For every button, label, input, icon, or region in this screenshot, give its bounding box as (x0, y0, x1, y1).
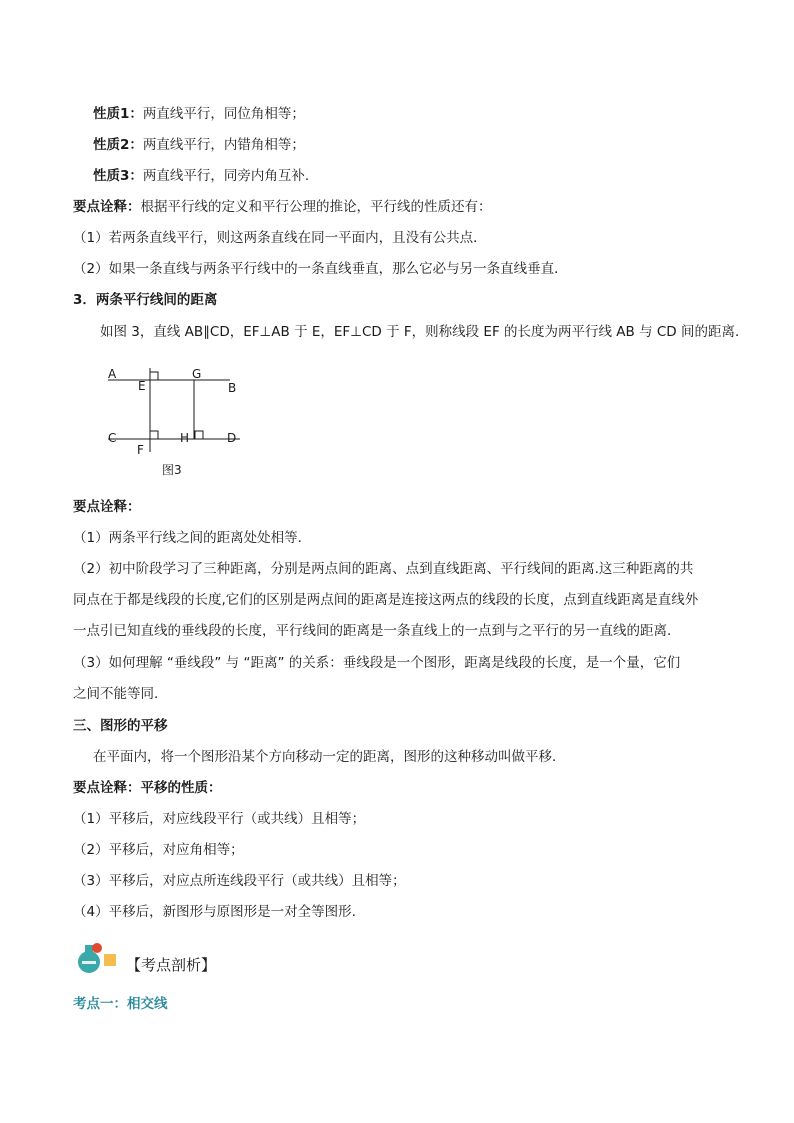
note-2-item: 同点在于都是线段的长度,它们的区别是两点间的距离是连接这两点的线段的长度，点到直线距离是直线外 (73, 592, 699, 608)
note-2-item: （2）初中阶段学习了三种距离，分别是两点间的距离、点到直线距离、平行线间的距离.这三种距离的共 (73, 561, 694, 577)
translation-note-label: 要点诠释：平移的性质： (73, 780, 222, 796)
note-2-item: （1）两条平行线之间的距离处处相等. (73, 530, 302, 546)
right-angle-mark-e (150, 372, 158, 380)
note-2-item: 一点引已知直线的垂线段的长度，平行线间的距离是一条直线上的一点到与之平行的另一直线的距离. (73, 623, 672, 639)
note-1-item: （2）如果一条直线与两条平行线中的一条直线垂直，那么它必与另一条直线垂直． (73, 261, 568, 277)
analysis-title: 【考点剖析】 (126, 956, 217, 974)
section-3-title: 3．两条平行线间的距离 (73, 292, 218, 308)
property-text: 两直线平行，同位角相等； (142, 106, 305, 122)
flask-icon (74, 940, 120, 976)
translation-property: （4）平移后，新图形与原图形是一对全等图形. (73, 904, 356, 920)
analysis-subtitle: 考点一：相交线 (73, 996, 168, 1012)
translation-property: （1）平移后，对应线段平行（或共线）且相等； (73, 811, 366, 827)
section-translation-intro: 在平面内，将一个图形沿某个方向移动一定的距离，图形的这种移动叫做平移． (93, 749, 566, 765)
property-text: 两直线平行，内错角相等； (142, 137, 305, 153)
note-2-item: （3）如何理解 “垂线段” 与 “距离” 的关系：垂线段是一个图形，距离是线段的长度，是一个量，它们 (73, 655, 681, 671)
note-1 (73, 197, 492, 217)
section-translation-title: 三、图形的平移 (73, 718, 168, 734)
note-1-item: （1）若两条直线平行，则这两条直线在同一平面内，且没有公共点． (73, 230, 487, 246)
section-3-intro: 如图 3，直线 AB∥CD，EF⊥AB 于 E，EF⊥CD 于 F，则称线段 EF 的长度为两平行线 AB 与 CD 间的距离． (100, 324, 749, 340)
note-2-item: 之间不能等同. (73, 686, 159, 702)
figure-3-diagram (100, 360, 260, 482)
note-2-label: 要点诠释： (73, 499, 141, 515)
property-label: 性质1： (93, 106, 143, 122)
property-label: 性质3： (93, 168, 143, 184)
property-label: 性质2： (93, 137, 143, 153)
point-label-f: F (137, 443, 144, 457)
property-3 (93, 166, 309, 186)
translation-property: （3）平移后，对应点所连线段平行（或共线）且相等； (73, 873, 406, 889)
property-1 (93, 104, 305, 124)
note-text: 根据平行线的定义和平行公理的推论，平行线的性质还有： (140, 199, 492, 215)
translation-property: （2）平移后，对应角相等； (73, 842, 244, 858)
right-angle-mark-f (150, 431, 158, 439)
point-label-h: H (180, 431, 190, 445)
point-label-b: B (228, 381, 237, 395)
property-text: 两直线平行，同旁内角互补. (142, 168, 310, 184)
note-label: 要点诠释： (73, 199, 141, 215)
property-2 (93, 135, 305, 155)
point-label-d: D (227, 431, 237, 445)
point-label-e: E (138, 379, 146, 393)
point-label-g: G (192, 367, 202, 381)
point-label-c: C (108, 431, 117, 445)
right-angle-mark-h (195, 431, 203, 439)
point-label-a: A (108, 367, 117, 381)
figure-caption: 图3 (162, 463, 182, 477)
